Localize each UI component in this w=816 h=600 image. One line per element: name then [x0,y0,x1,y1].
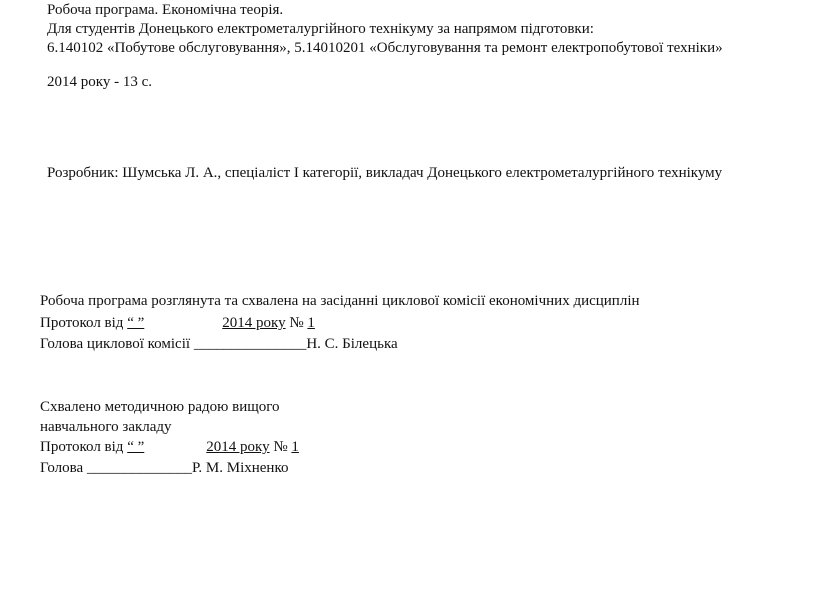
protocol-number-sign: № [285,315,308,331]
methodical-line-1: Схвалено методичною радою вищого [40,399,280,415]
protocol-year: 2014 року [222,315,286,331]
protocol-number-sign: № [269,439,292,455]
protocol-number: 1 [307,315,315,331]
commission-protocol-line [40,313,315,333]
head-name: Н. С. Білецька [306,336,398,352]
protocol-prefix: Протокол від [40,315,128,331]
head-name: Р. М. Міхненко [191,460,289,476]
head-label: Голова циклової комісії [40,336,194,352]
protocol-number: 1 [291,439,299,455]
methodical-line-2: навчального закладу [40,419,172,435]
protocol-date: “ ” 2014 року [127,439,270,455]
protocol-year: 2014 року [206,439,270,455]
program-title: Робоча програма. Економічна теорія. [47,2,284,18]
specialties-line: 6.140102 «Побутове обслуговування», 5.14010201 «Обслуговування та ремонт електропобутової техніки» [47,40,723,56]
protocol-prefix: Протокол від [40,439,128,455]
signature-blank: ______________ [86,460,192,476]
students-line: Для студентів Донецького електрометалургійного технікуму за напрямом підготовки: [47,21,594,37]
year-pages-line: 2014 року - 13 с. [47,74,152,90]
developer-line: Розробник: Шумська Л. А., спеціаліст І категорії, викладач Донецького електрометалургійного технікуму [47,165,723,181]
signature-blank: _______________ [193,336,307,352]
commission-head-line [40,334,398,354]
methodical-head-line [40,458,289,478]
head-label: Голова [40,460,87,476]
protocol-date: “ ” 2014 року [127,315,286,331]
commission-approval-line: Робоча програма розглянута та схвалена на засіданні циклової комісії економічних дисциплін [40,293,640,309]
methodical-protocol-line [40,437,299,457]
